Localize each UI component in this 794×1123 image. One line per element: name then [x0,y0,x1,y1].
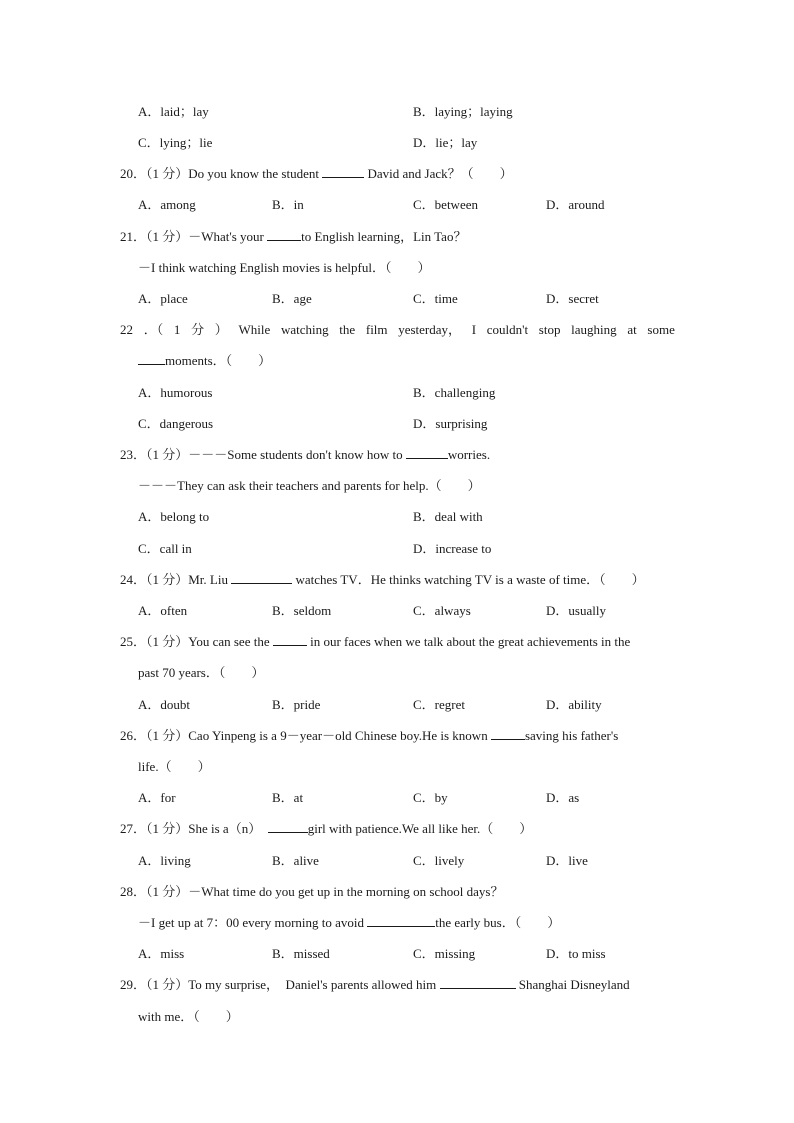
q26-stem-line2: life.（ ） [138,759,211,774]
q28-response: －I get up at 7：00 every morning to avoid the early bus．（ ） [138,915,561,930]
q23-option-d[interactable]: D．increase to [413,541,492,556]
q20-option-b[interactable]: B．in [272,197,304,212]
q20-stem: 20．（1 分）Do you know the student David and Jack？（ ） [120,166,513,181]
q29-stem-line2: with me．（ ） [138,1009,239,1024]
q27-option-b[interactable]: B．alive [272,853,319,868]
q22-option-c[interactable]: C．dangerous [138,416,214,431]
q23-option-b[interactable]: B．deal with [413,509,483,524]
q26-option-b[interactable]: B．at [272,790,304,805]
q28-option-a[interactable]: A．miss [138,946,185,961]
q23-stem: 23．（1 分）－－－Some students don't know how to worries. [120,447,491,462]
q25-option-a[interactable]: A．doubt [138,697,191,712]
q25-option-d[interactable]: D．ability [546,697,602,712]
q19-option-a[interactable]: A．laid；lay [138,104,209,119]
q19-option-b[interactable]: B．laying；laying [413,104,513,119]
q22-blank[interactable] [138,353,165,365]
q28-option-c[interactable]: C．missing [413,946,476,961]
q27-stem: 27．（1 分）She is a（n） girl with patience.We all like her.（ ） [120,821,533,836]
q27-option-a[interactable]: A．living [138,853,191,868]
q21-option-a[interactable]: A．place [138,291,188,306]
q24-stem: 24．（1 分）Mr. Liu watches TV．He thinks watching TV is a waste of time．（ ） [120,572,645,587]
q25-option-b[interactable]: B．pride [272,697,321,712]
q22-option-a[interactable]: A．humorous [138,385,213,400]
q23-blank[interactable] [406,447,448,459]
q27-option-d[interactable]: D．live [546,853,588,868]
q20-option-d[interactable]: D．around [546,197,605,212]
q23-option-c[interactable]: C．call in [138,541,192,556]
q26-option-c[interactable]: C．by [413,790,448,805]
q25-option-c[interactable]: C．regret [413,697,465,712]
q20-option-a[interactable]: A．among [138,197,196,212]
q21-option-b[interactable]: B．age [272,291,312,306]
q23-response: －－－They can ask their teachers and parents for help.（ ） [138,478,481,493]
q25-blank[interactable] [273,634,307,646]
q28-stem: 28．（1 分）－What time do you get up in the morning on school days？ [120,884,504,899]
q29-stem: 29．（1 分）To my surprise， Daniel's parents allowed him Shanghai Disneyland [120,977,630,992]
q24-option-d[interactable]: D．usually [546,603,606,618]
q27-blank[interactable] [268,821,308,833]
q21-response: －I think watching English movies is helpful．（ ） [138,260,431,275]
q19-option-c[interactable]: C．lying；lie [138,135,213,150]
q24-option-a[interactable]: A．often [138,603,188,618]
q26-stem: 26．（1 分）Cao Yinpeng is a 9－year－old Chinese boy.He is known saving his father's [120,728,619,743]
q21-option-d[interactable]: D．secret [546,291,599,306]
q24-option-c[interactable]: C．always [413,603,471,618]
q28-option-b[interactable]: B．missed [272,946,330,961]
q26-blank[interactable] [491,728,525,740]
q23-option-a[interactable]: A．belong to [138,509,210,524]
q26-option-a[interactable]: A．for [138,790,176,805]
q28-option-d[interactable]: D．to miss [546,946,606,961]
q19-option-d[interactable]: D．lie；lay [413,135,478,150]
q25-stem: 25．（1 分）You can see the in our faces when we talk about the great achievements in the [120,634,631,649]
q27-option-c[interactable]: C．lively [413,853,465,868]
q28-blank[interactable] [367,915,435,927]
q21-blank[interactable] [267,229,301,241]
q21-option-c[interactable]: C．time [413,291,458,306]
q22-stem: 22 ．（ 1 分 ） While watching the film yesterday， I couldn't stop laughing at some [120,322,675,337]
q24-option-b[interactable]: B．seldom [272,603,332,618]
q24-blank[interactable] [231,572,292,584]
q25-stem-line2: past 70 years．（ ） [138,665,265,680]
q20-option-c[interactable]: C．between [413,197,478,212]
q29-blank[interactable] [440,977,516,989]
q22-stem-line2: moments．（ ） [138,353,271,369]
q21-stem: 21．（1 分）－What's your to English learning，Lin Tao？ [120,229,467,244]
q22-option-b[interactable]: B．challenging [413,385,496,400]
q20-blank[interactable] [322,166,364,178]
q22-option-d[interactable]: D．surprising [413,416,488,431]
q26-option-d[interactable]: D．as [546,790,580,805]
